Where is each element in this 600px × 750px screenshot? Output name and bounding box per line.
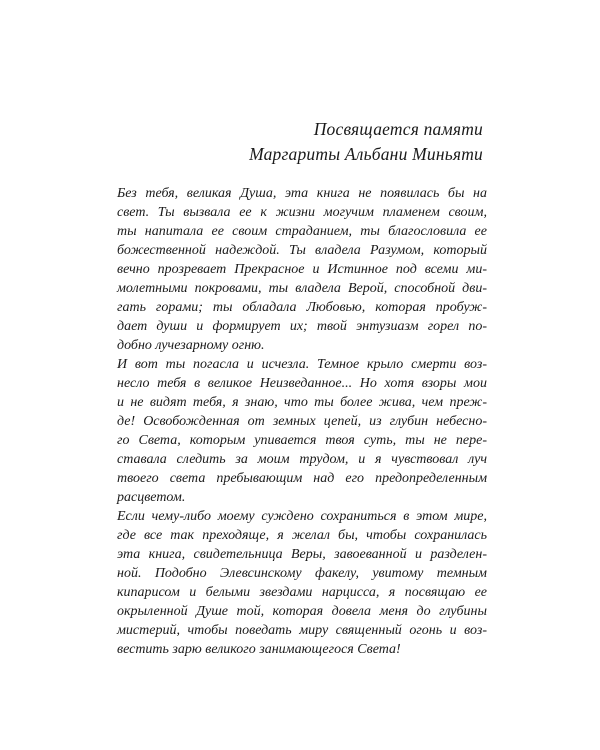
text-line: де! Освобожденная от земных цепей, из глубин небесно- (117, 414, 487, 429)
paragraph-2 (117, 355, 487, 507)
text-line: вестить зарю великого занимающегося Света! (117, 642, 401, 657)
text-line: расцветом. (117, 490, 186, 505)
text-line: ной. Подобно Элевсинскому факелу, увитому темным (117, 566, 487, 581)
text-line: ты напитала ее своим страданием, ты благословила ее (117, 224, 487, 239)
text-line: молетными покровами, ты владела Верой, способной дви- (117, 281, 487, 296)
text-line: гать горами; ты обладала Любовью, которая пробуж- (117, 300, 487, 315)
text-line: несло тебя в великое Неизведанное... Но хотя взоры мои (117, 376, 487, 391)
dedication-line-2: Маргариты Альбани Миньяти (249, 144, 483, 164)
text-line: Если чему-либо моему суждено сохраниться в этом мире, (117, 509, 487, 524)
dedication-line-1: Посвящается памяти (313, 119, 483, 139)
text-line: добно лучезарному огню. (117, 338, 265, 353)
text-line: эта книга, свидетельница Веры, завоеванной и разделен- (117, 547, 487, 562)
text-line: дает души и формирует их; твой энтузиазм горел по- (117, 319, 487, 334)
text-line: божественной надеждой. Ты владела Разумом, который (117, 243, 487, 258)
text-line: и не видят тебя, я знаю, что ты более жива, чем преж- (117, 395, 487, 410)
text-line: твоего света пребывающим над его предопределенным (117, 471, 487, 486)
paragraph-1 (117, 184, 487, 355)
text-line: вечно прозревает Прекрасное и Истинное под всеми ми- (117, 262, 487, 277)
text-line: свет. Ты вызвала ее к жизни могучим пламенем своим, (117, 205, 487, 220)
text-line: Без тебя, великая Душа, эта книга не появилась бы на (117, 186, 487, 201)
dedication-body (117, 184, 487, 659)
text-line: где все так преходяще, я желал бы, чтобы сохранилась (117, 528, 487, 543)
paragraph-3 (117, 507, 487, 659)
text-line: кипарисом и белыми звездами нарцисса, я посвящаю ее (117, 585, 487, 600)
text-line: мистерий, чтобы поведать миру священный огонь и воз- (117, 623, 487, 638)
text-line: го Света, которым упивается твоя суть, ты не пере- (117, 433, 487, 448)
text-line: ставала следить за моим трудом, и я чувствовал луч (117, 452, 487, 467)
text-line: И вот ты погасла и исчезла. Темное крыло смерти воз- (117, 357, 487, 372)
text-line: окрыленной Душе той, которая довела меня до глубины (117, 604, 487, 619)
dedication (249, 117, 483, 167)
